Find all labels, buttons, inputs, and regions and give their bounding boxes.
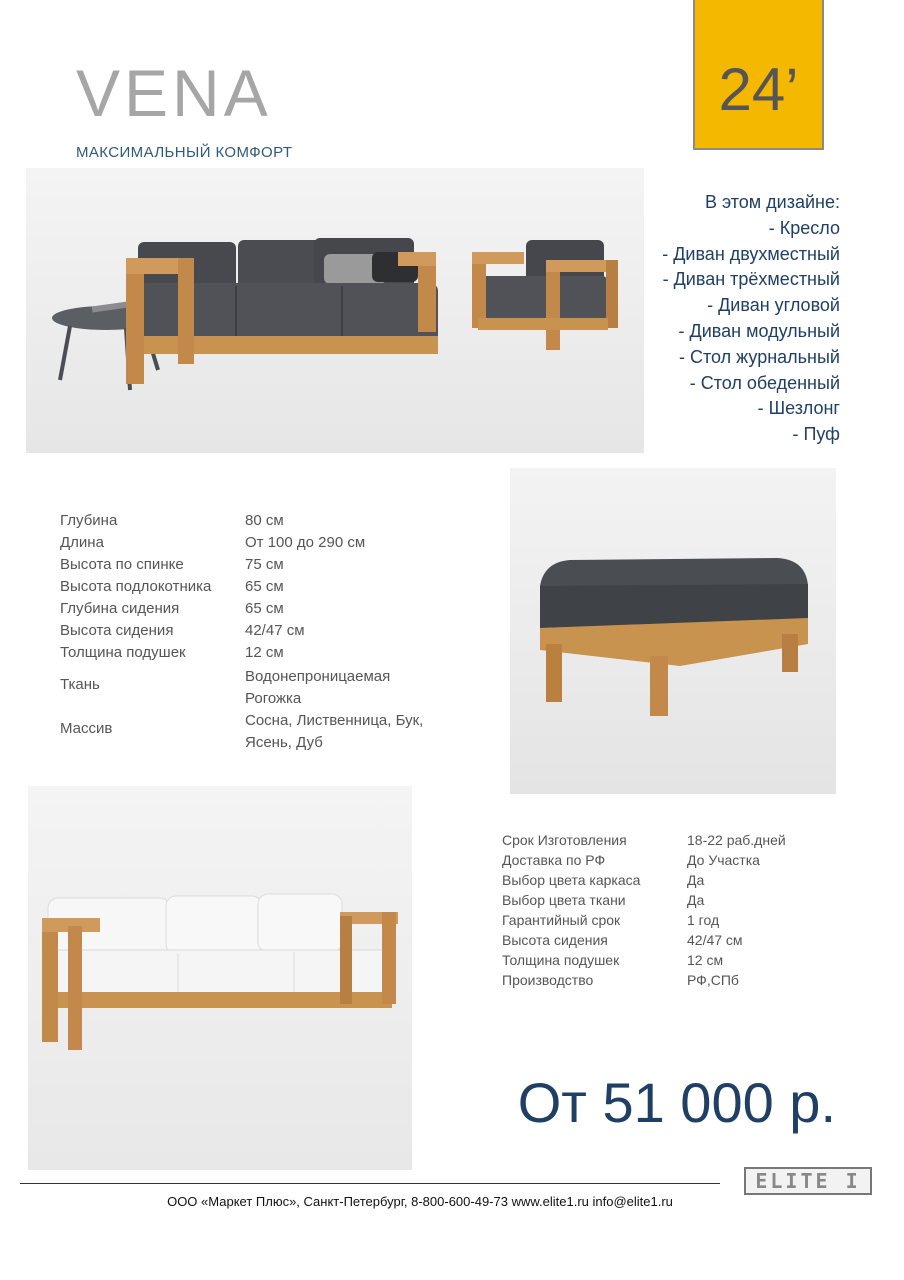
spec-label: Толщина подушек	[60, 644, 186, 661]
term-label: Выбор цвета каркаса	[502, 872, 641, 888]
spec-value-line: Водонепроницаемая	[245, 668, 391, 685]
spec-value: 75 см	[245, 556, 284, 573]
term-value: 18-22 раб.дней	[687, 832, 786, 848]
spec-label: Высота сидения	[60, 622, 174, 639]
spec-value: 65 см	[245, 600, 284, 617]
term-value: РФ,СПб	[687, 972, 739, 988]
design-list-item: - Диван трёхместный	[662, 269, 840, 290]
spec-label: Глубина	[60, 512, 118, 529]
spec-value: 12 см	[245, 644, 284, 661]
design-list-item: - Шезлонг	[757, 398, 840, 419]
footer-contacts: ООО «Маркет Плюс», Санкт-Петербург, 8-800-600-49-73 www.elite1.ru info@elite1.ru	[167, 1194, 673, 1209]
design-list	[662, 190, 840, 448]
design-list-item: - Стол журнальный	[679, 346, 840, 367]
design-list-item: - Пуф	[792, 424, 840, 445]
spec-value: 80 см	[245, 512, 284, 529]
spec-value: 42/47 см	[245, 622, 305, 639]
term-label: Доставка по РФ	[502, 852, 606, 868]
design-list-item: - Стол обеденный	[689, 372, 840, 393]
spec-label: Высота подлокотника	[60, 578, 212, 595]
elite-logo: ELITE I	[744, 1167, 872, 1195]
spec-value	[245, 710, 423, 754]
term-value: До Участка	[687, 852, 760, 868]
footer-divider	[20, 1183, 720, 1184]
term-value: 1 год	[687, 912, 720, 928]
design-list-item: - Кресло	[768, 217, 840, 238]
term-label: Толщина подушек	[502, 952, 620, 968]
photo-pouf	[510, 468, 836, 794]
price: От 51 000 р.	[517, 1071, 836, 1134]
spec-value-line: Ясень, Дуб	[245, 734, 323, 751]
term-value: Да	[687, 872, 705, 888]
spec-label: Глубина сидения	[60, 600, 180, 617]
collection-subtitle: МАКСИМАЛЬНЫЙ КОМФОРТ	[76, 144, 293, 161]
photo-sofa-set	[26, 168, 644, 453]
term-value: 12 см	[687, 952, 724, 968]
spec-label: Ткань	[60, 676, 100, 693]
size-badge	[693, 0, 824, 150]
badge-text: 24’	[718, 56, 799, 123]
spec-value: От 100 до 290 см	[245, 534, 366, 551]
term-label: Производство	[502, 972, 594, 988]
spec-label: Массив	[60, 720, 113, 737]
term-label: Срок Изготовления	[502, 832, 627, 848]
spec-label: Длина	[60, 534, 104, 551]
term-label: Выбор цвета ткани	[502, 892, 626, 908]
design-list-heading: В этом дизайне:	[704, 192, 840, 212]
collection-title: VENA	[76, 56, 272, 130]
term-value: 42/47 см	[687, 932, 743, 948]
spec-value-line: Сосна, Лиственница, Бук,	[245, 712, 424, 729]
spec-value-line: Рогожка	[245, 690, 302, 707]
term-label: Гарантийный срок	[502, 912, 621, 928]
spec-value: 65 см	[245, 578, 284, 595]
term-label: Высота сидения	[502, 932, 608, 948]
design-list-item: - Диван угловой	[707, 295, 840, 316]
spec-value	[245, 666, 390, 710]
term-value: Да	[687, 892, 705, 908]
design-list-item: - Диван модульный	[678, 320, 840, 341]
photo-white-sofa	[28, 786, 412, 1170]
spec-label: Высота по спинке	[60, 556, 184, 573]
design-list-item: - Диван двухместный	[662, 243, 840, 264]
